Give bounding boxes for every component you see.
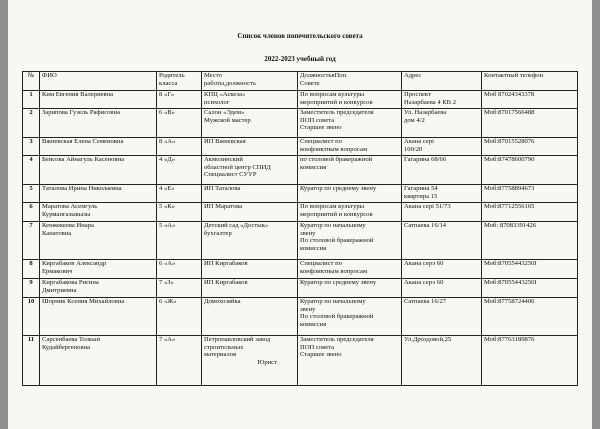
contact-phone: Моб:87017566488 <box>482 109 578 138</box>
address: Сатпаева 16/27 <box>402 298 482 336</box>
school-year: 2022-2023 учебный год <box>264 55 336 63</box>
contact-phone: Моб:87758894673 <box>482 185 578 203</box>
contact-phone: Моб:87763189876 <box>482 336 578 386</box>
address: Ул.Дроздовой,25 <box>402 336 482 386</box>
row-number: 1 <box>23 91 40 109</box>
address: Сатпаева 16/14 <box>402 222 482 260</box>
workplace: ИП Вжневская <box>202 138 298 156</box>
parent-class: 6 «А» <box>157 260 202 279</box>
council-role: Куратор по среднему звену <box>298 185 402 203</box>
table-row <box>23 109 578 138</box>
council-role: по столовой бракеражной комиссия <box>298 156 402 185</box>
address: Гагарина 54 квартира 15 <box>402 185 482 203</box>
header-phone: Контактный телефон <box>482 72 578 91</box>
workplace: ИП Таталова <box>202 185 298 203</box>
header-number: № <box>23 72 40 91</box>
workplace: ИП Киргабаков <box>202 260 298 279</box>
header-parent-class: Родитель класса <box>157 72 202 91</box>
member-name: Кенжекеева Инара Канатовна <box>40 222 157 260</box>
address: Проспект Назарбаева 4 КВ 2 <box>402 91 482 109</box>
table-header-row <box>23 72 578 91</box>
member-name: Беисова Айнагуль Касеновна <box>40 156 157 185</box>
workplace: Домохозяйка <box>202 298 298 336</box>
council-role: Специалист по конфликтным вопросам <box>298 138 402 156</box>
table-row <box>23 156 578 185</box>
parent-class: 8 «Г» <box>157 91 202 109</box>
header-fio: ФИО <box>40 72 157 91</box>
council-role: Куратор по начальному звену По столовой бракеражной комиссия <box>298 222 402 260</box>
member-name: Киргабакова Ригина Дмитриевна <box>40 279 157 298</box>
address: Акана серэ 60 <box>402 260 482 279</box>
workplace: Детский сад «Достык» бухгалтер <box>202 222 298 260</box>
table-row <box>23 298 578 336</box>
row-number: 2 <box>23 109 40 138</box>
parent-class: 4 «Д» <box>157 156 202 185</box>
member-name: Шорник Ксения Михайловна <box>40 298 157 336</box>
table-row <box>23 203 578 222</box>
address: Акана серi 100/20 <box>402 138 482 156</box>
contact-phone: Моб:87015528076 <box>482 138 578 156</box>
parent-class: 6 «В» <box>157 109 202 138</box>
contact-phone: Моб:87758724406 <box>482 298 578 336</box>
members-table <box>22 71 578 386</box>
table-row <box>23 91 578 109</box>
member-name: Таталова Ирина Николаевна <box>40 185 157 203</box>
parent-class: 5 «А» <box>157 222 202 260</box>
row-number: 9 <box>23 279 40 298</box>
address: Ул. Назарбаева дом 4/2 <box>402 109 482 138</box>
council-role: Куратор по начальному звену По столовой бракеражной комиссия <box>298 298 402 336</box>
council-role: По вопросам культуры мероприятий и конкурсов <box>298 203 402 222</box>
document-title: Список членов попечительского совета <box>237 32 363 40</box>
table-row <box>23 336 578 386</box>
member-name: Вжневская Елена Семеновна <box>40 138 157 156</box>
row-number: 11 <box>23 336 40 386</box>
workplace: КПЦ «Аскеза» психолог <box>202 91 298 109</box>
workplace: Акмолинский областной центр СПИД Специалист СУУР <box>202 156 298 185</box>
contact-phone: Моб:87055443250I <box>482 260 578 279</box>
row-number: 3 <box>23 138 40 156</box>
document-page <box>8 0 592 429</box>
contact-phone: Моб: 87083391426 <box>482 222 578 260</box>
contact-phone: Моб:87478600790 <box>482 156 578 185</box>
workplace: ИП Маратова <box>202 203 298 222</box>
row-number: 5 <box>23 185 40 203</box>
table-row <box>23 260 578 279</box>
parent-class: 4 «Е» <box>157 185 202 203</box>
address: Акана серэ 60 <box>402 279 482 298</box>
member-name: Зарипова Гузель Рафисовна <box>40 109 157 138</box>
table-row <box>23 279 578 298</box>
parent-class: 5 «К» <box>157 203 202 222</box>
member-name: Сарсенбаева Толкын Кудайбергеновна <box>40 336 157 386</box>
parent-class: 7 «А» <box>157 336 202 386</box>
council-role: По вопросам культуры мероприятий и конкурсов <box>298 91 402 109</box>
council-role: Заместитель председателя ПОП совета Старшее звено <box>298 336 402 386</box>
address: Гагарина 68/66 <box>402 156 482 185</box>
row-number: 8 <box>23 260 40 279</box>
workplace: Салон «Эдем» Мужской мастер <box>202 109 298 138</box>
contact-phone: Моб:87712556165 <box>482 203 578 222</box>
header-council-role: ДолжностьвПоп. Совете <box>298 72 402 91</box>
row-number: 4 <box>23 156 40 185</box>
row-number: 7 <box>23 222 40 260</box>
member-name: Маратова Асемгуль Курмангазыкызы <box>40 203 157 222</box>
header-address: Адрес <box>402 72 482 91</box>
parent-class: 7 «З» <box>157 279 202 298</box>
table-row <box>23 222 578 260</box>
council-role: Заместитель председателя ПОП совета Старшее звено <box>298 109 402 138</box>
member-name: Киргабаков Александр Ермакович <box>40 260 157 279</box>
workplace: ИП Киргабаков <box>202 279 298 298</box>
row-number: 10 <box>23 298 40 336</box>
header-work: Место работы,должность <box>202 72 298 91</box>
contact-phone: Моб:87055443250I <box>482 279 578 298</box>
address: Акана серi 51/73 <box>402 203 482 222</box>
workplace: Петропавловский завод строительных материалов Юрист <box>202 336 298 386</box>
parent-class: 6 «Ж» <box>157 298 202 336</box>
council-role: Специалист по конфликтным вопросам <box>298 260 402 279</box>
member-name: Ким Евгения Валериевна <box>40 91 157 109</box>
row-number: 6 <box>23 203 40 222</box>
contact-phone: Моб 87024343378 <box>482 91 578 109</box>
council-role: Куратор по среднему звену <box>298 279 402 298</box>
table-row <box>23 138 578 156</box>
parent-class: 8 «А» <box>157 138 202 156</box>
table-row <box>23 185 578 203</box>
